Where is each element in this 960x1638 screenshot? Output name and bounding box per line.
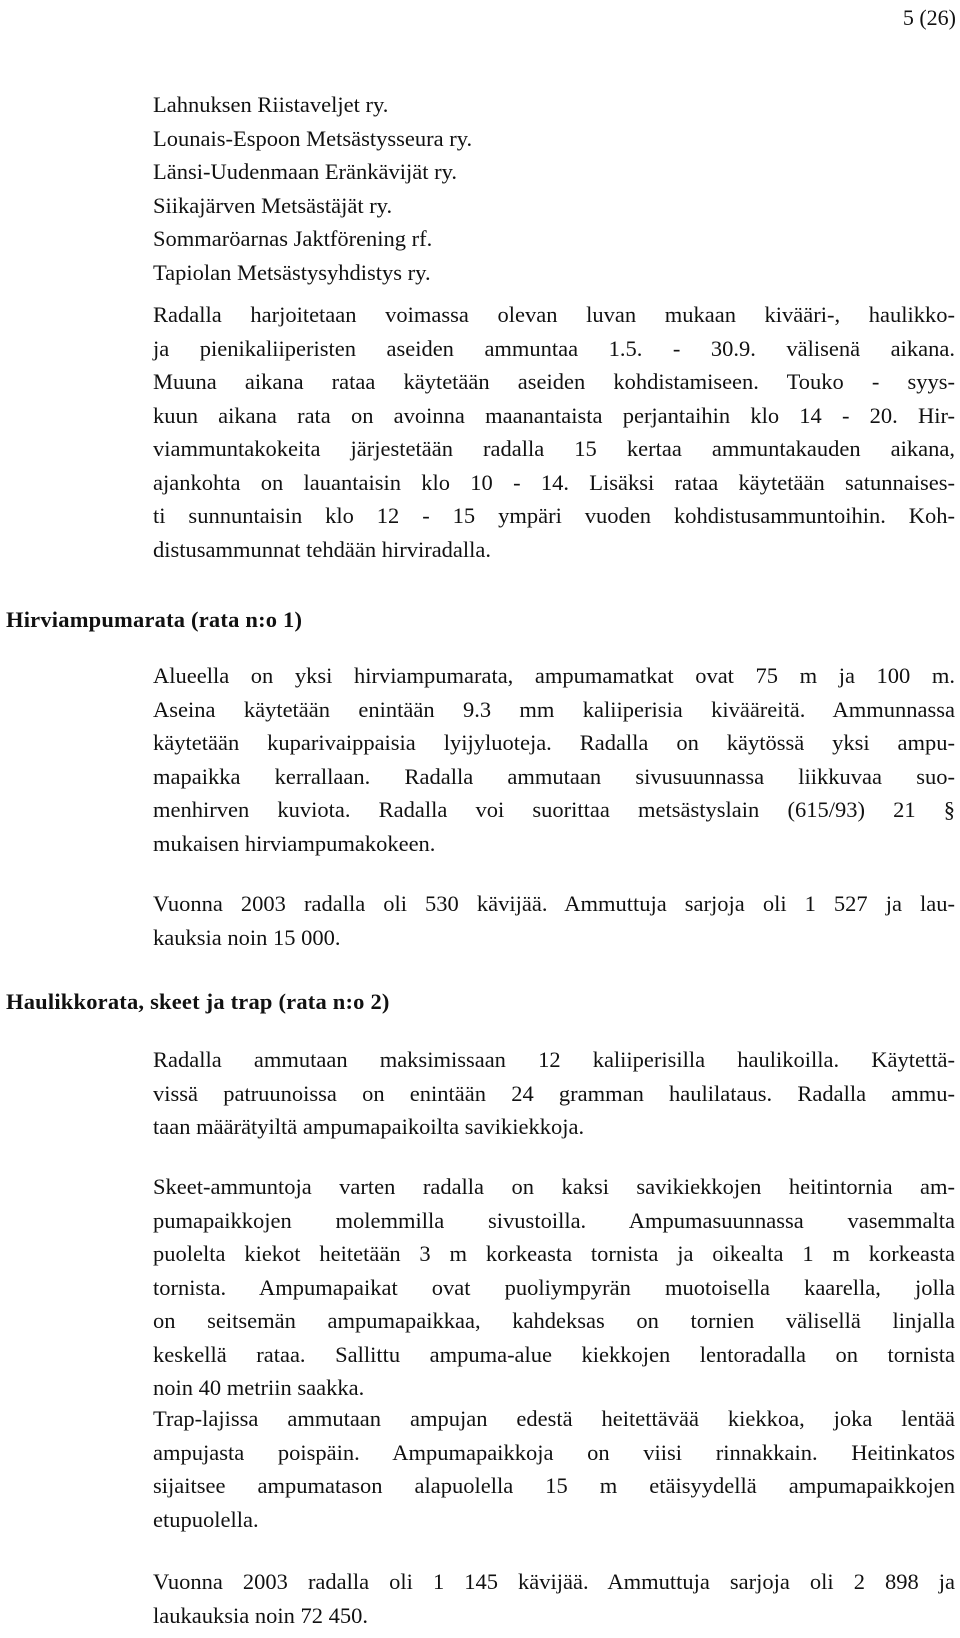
text-line: käytetään kuparivaippaisia lyijyluoteja. Radalla on käytössä yksi ampu- — [153, 730, 955, 755]
trap-paragraph — [153, 1402, 955, 1536]
skeet-paragraph — [153, 1170, 955, 1405]
text-line: kauksia noin 15 000. — [153, 924, 341, 950]
club-item: Siikajärven Metsästäjät ry. — [153, 192, 393, 218]
text-line: pumapaikkojen molemmilla sivustoilla. Ampumasuunnassa vasemmalta — [153, 1207, 955, 1233]
club-item: Tapiolan Metsästysyhdistys ry. — [153, 259, 431, 285]
text-line: on seitsemän ampumapaikkaa, kahdeksas on tornien välisellä linjalla — [153, 1308, 955, 1333]
text-line: Radalla harjoitetaan voimassa olevan luvan mukaan kivääri-, haulikko- — [153, 302, 955, 327]
text-line: menhirven kuviota. Radalla voi suorittaa metsästyslain (615/93) 21 § — [153, 797, 955, 822]
intro-paragraph — [153, 298, 955, 566]
text-line: Skeet-ammuntoja varten radalla on kaksi savikiekkojen heitintornia am- — [153, 1174, 955, 1199]
text-line: ti sunnuntaisin klo 12 - 15 ympäri vuoden kohdistusammuntoihin. Koh- — [153, 503, 955, 528]
text-line: vissä patruunoissa on enintään 24 gramman haulilataus. Radalla ammu- — [153, 1080, 955, 1106]
text-line: Alueella on yksi hirviampumarata, ampumamatkat ovat 75 m ja 100 m. — [153, 663, 955, 688]
text-line: kuun aikana rata on avoinna maanantaista perjantaihin klo 14 - 20. Hir- — [153, 402, 955, 428]
section-heading-haulikkorata: Haulikkorata, skeet ja trap (rata n:o 2) — [6, 989, 390, 1014]
section1-visitors-paragraph — [153, 887, 955, 954]
section2-visitors-paragraph — [153, 1565, 955, 1632]
text-line: Vuonna 2003 radalla oli 530 kävijää. Ammuttuja sarjoja oli 1 527 ja lau- — [153, 891, 955, 916]
text-line: ampujasta poispäin. Ampumapaikkoja on viisi rinnakkain. Heitinkatos — [153, 1439, 955, 1465]
section1-paragraph — [153, 659, 955, 860]
section2-paragraph — [153, 1043, 955, 1144]
text-line: distusammunnat tehdään hirviradalla. — [153, 536, 492, 562]
text-line: mukaisen hirviampumakokeen. — [153, 830, 436, 856]
text-line: puolelta kiekot heitetään 3 m korkeasta tornista ja oikealta 1 m korkeasta — [153, 1241, 955, 1266]
text-line: Muuna aikana rataa käytetään aseiden kohdistamiseen. Touko - syys- — [153, 369, 955, 394]
text-line: Radalla ammutaan maksimissaan 12 kaliiperisilla haulikoilla. Käytettä- — [153, 1047, 955, 1072]
text-line: noin 40 metriin saakka. — [153, 1375, 365, 1400]
club-item: Lahnuksen Riistaveljet ry. — [153, 92, 389, 117]
text-line: keskellä rataa. Sallittu ampuma-alue kiekkojen lentoradalla on tornista — [153, 1341, 955, 1367]
text-line: ajankohta on lauantaisin klo 10 - 14. Lisäksi rataa käytetään satunnaises- — [153, 469, 955, 495]
text-line: laukauksia noin 72 450. — [153, 1602, 368, 1628]
text-line: viammuntakokeita järjestetään radalla 15 kertaa ammuntakauden aikana, — [153, 436, 955, 461]
text-line: ja pienikaliiperisten aseiden ammuntaa 1.5. - 30.9. välisenä aikana. — [153, 335, 955, 361]
text-line: Vuonna 2003 radalla oli 1 145 kävijää. Ammuttuja sarjoja oli 2 898 ja — [153, 1569, 955, 1594]
text-line: Aseina käytetään enintään 9.3 mm kaliiperisia kivääreitä. Ammunnassa — [153, 696, 955, 722]
text-line: sijaitsee ampumatason alapuolella 15 m etäisyydellä ampumapaikkojen — [153, 1473, 955, 1498]
club-list — [153, 88, 955, 289]
club-item: Lounais-Espoon Metsästysseura ry. — [153, 125, 473, 151]
club-item: Sommaröarnas Jaktförening rf. — [153, 226, 433, 251]
club-item: Länsi-Uudenmaan Eränkävijät ry. — [153, 159, 458, 184]
text-line: etupuolella. — [153, 1506, 259, 1532]
section-heading-hirviampumarata: Hirviampumarata (rata n:o 1) — [6, 607, 303, 632]
text-line: Trap-lajissa ammutaan ampujan edestä heitettävää kiekkoa, joka lentää — [153, 1406, 955, 1431]
text-line: tornista. Ampumapaikat ovat puoliympyrän muotoisella kaarella, jolla — [153, 1274, 955, 1300]
text-line: taan määrätyiltä ampumapaikoilta savikiekkoja. — [153, 1114, 585, 1139]
text-line: mapaikka kerrallaan. Radalla ammutaan sivusuunnassa liikkuvaa suo- — [153, 763, 955, 789]
page-number: 5 (26) — [902, 5, 956, 30]
